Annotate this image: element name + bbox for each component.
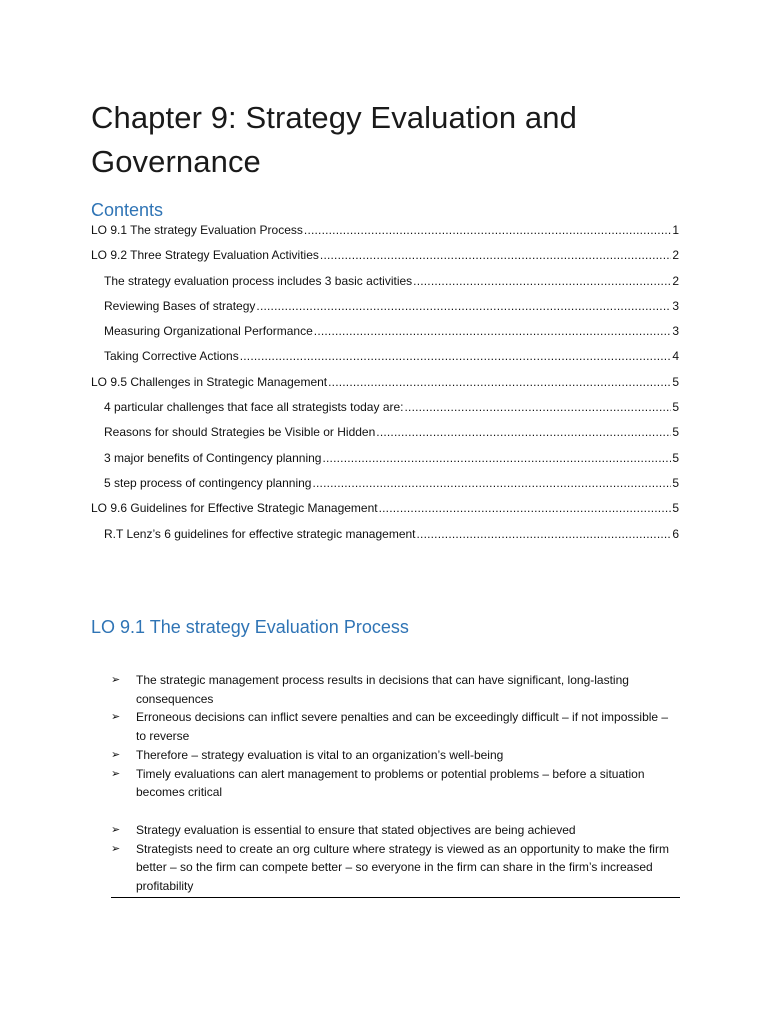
toc-leader-dots: [413, 273, 671, 289]
toc-entry-label: The strategy evaluation process includes 3 basic activities: [104, 273, 413, 288]
toc-entry[interactable]: [91, 273, 679, 298]
toc-leader-dots: [304, 222, 671, 238]
table-of-contents: [91, 222, 679, 551]
toc-entry-label: 4 particular challenges that face all strategists today are:: [104, 400, 404, 415]
toc-entry[interactable]: [91, 424, 679, 449]
toc-entry[interactable]: [91, 526, 679, 551]
toc-leader-dots: [240, 348, 672, 364]
toc-entry-page: 5: [672, 374, 679, 389]
toc-entry[interactable]: [91, 374, 679, 399]
toc-leader-dots: [379, 500, 672, 516]
section-heading: LO 9.1 The strategy Evaluation Process: [91, 617, 409, 637]
toc-leader-dots: [320, 247, 671, 263]
toc-entry[interactable]: [91, 399, 679, 424]
toc-leader-dots: [256, 298, 671, 314]
contents-heading: Contents: [91, 200, 164, 220]
list-item: [111, 821, 681, 840]
list-item-text: Erroneous decisions can inflict severe penalties and can be exceedingly difficult – if not impossible – to reverse: [136, 710, 669, 744]
list-item-text: Strategy evaluation is essential to ensure that stated objectives are being achieved: [136, 823, 576, 837]
toc-entry[interactable]: [91, 222, 679, 247]
arrow-bullet-icon: ➢: [111, 842, 121, 855]
toc-entry[interactable]: [91, 323, 679, 348]
list-item-text: Timely evaluations can alert management to problems or potential problems – before a situation becomes critical: [136, 766, 645, 800]
list-item: [111, 671, 681, 708]
toc-entry-page: 2: [672, 248, 679, 263]
arrow-bullet-icon: ➢: [111, 674, 121, 686]
list-item: [111, 765, 681, 802]
list-item: [111, 840, 681, 896]
toc-entry[interactable]: [91, 450, 679, 475]
toc-entry-page: 2: [672, 273, 679, 288]
toc-entry-page: 5: [672, 501, 679, 516]
bullet-list: [111, 671, 681, 802]
toc-leader-dots: [322, 450, 671, 466]
list-item-text: The strategic management process results in decisions that can have significant, long-lasting consequences: [136, 673, 629, 706]
toc-entry-label: R.T Lenz’s 6 guidelines for effective strategic management: [104, 526, 416, 541]
toc-entry[interactable]: [91, 348, 679, 373]
toc-entry-label: Reasons for should Strategies be Visible or Hidden: [104, 425, 376, 440]
toc-leader-dots: [312, 475, 671, 491]
toc-entry-label: 3 major benefits of Contingency planning: [104, 450, 322, 465]
list-item: [111, 708, 681, 745]
toc-leader-dots: [417, 526, 672, 542]
arrow-bullet-icon: ➢: [111, 711, 121, 724]
toc-entry[interactable]: [91, 500, 679, 525]
toc-entry-label: LO 9.2 Three Strategy Evaluation Activities: [91, 248, 319, 263]
chapter-title: Chapter 9: Strategy Evaluation and Governance: [91, 100, 577, 179]
list-item-text: Strategists need to create an org culture where strategy is viewed as an opportunity to make the firm better – so the firm can compete better – so everyone in the firm can share in the firm’s increased profitability: [136, 841, 669, 894]
list-item-text: Therefore – strategy evaluation is vital to an organization’s well-being: [136, 747, 504, 762]
toc-entry-label: 5 step process of contingency planning: [104, 475, 312, 490]
toc-entry-page: 5: [672, 400, 679, 415]
toc-entry-page: 3: [672, 298, 679, 313]
arrow-bullet-icon: ➢: [111, 767, 121, 780]
toc-entry[interactable]: [91, 475, 679, 500]
toc-entry-label: LO 9.5 Challenges in Strategic Management: [91, 374, 328, 389]
toc-entry-label: Taking Corrective Actions: [104, 349, 239, 364]
toc-entry-label: Measuring Organizational Performance: [104, 324, 313, 339]
toc-entry-page: 3: [672, 324, 679, 339]
toc-entry-page: 1: [672, 223, 679, 237]
toc-entry-label: LO 9.1 The strategy Evaluation Process: [91, 223, 303, 237]
toc-entry-page: 4: [672, 349, 679, 364]
arrow-bullet-icon: ➢: [111, 748, 121, 761]
toc-entry[interactable]: [91, 247, 679, 272]
toc-entry-page: 5: [672, 425, 679, 440]
toc-entry[interactable]: [91, 298, 679, 323]
toc-entry-page: 6: [672, 526, 679, 541]
toc-entry-label: Reviewing Bases of strategy: [104, 298, 256, 313]
list-item: [111, 746, 681, 765]
arrow-bullet-icon: ➢: [111, 824, 121, 836]
bullet-list: [111, 821, 681, 896]
toc-leader-dots: [405, 399, 672, 415]
toc-leader-dots: [376, 424, 671, 440]
toc-entry-label: LO 9.6 Guidelines for Effective Strategic Management: [91, 501, 378, 516]
toc-leader-dots: [328, 374, 671, 390]
toc-entry-page: 5: [672, 450, 679, 465]
toc-entry-page: 5: [672, 475, 679, 490]
horizontal-rule: [111, 897, 680, 898]
toc-leader-dots: [314, 323, 672, 339]
